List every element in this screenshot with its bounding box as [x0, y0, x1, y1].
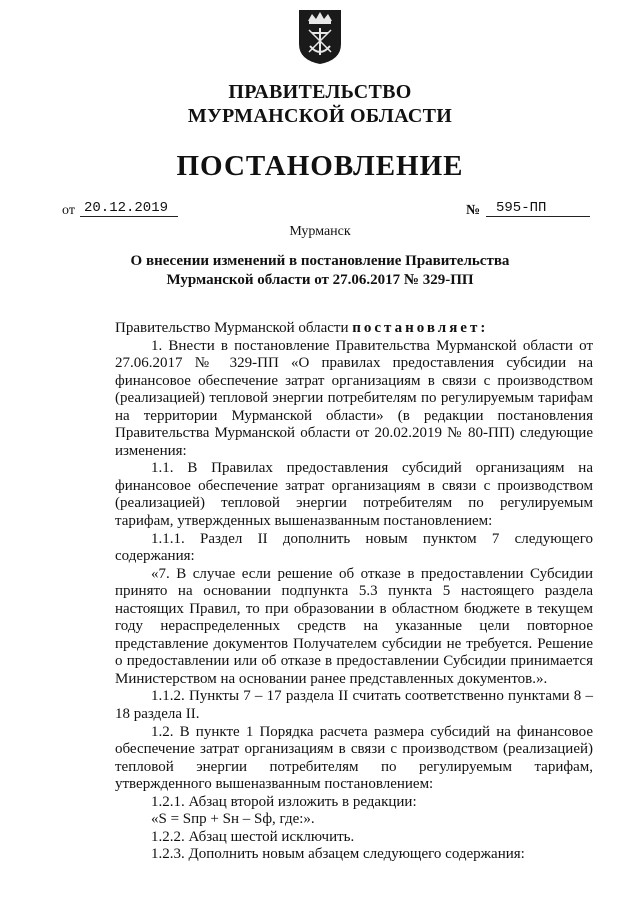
number-label: № [466, 203, 481, 218]
government-title-line1: ПРАВИТЕЛЬСТВО [228, 81, 412, 103]
body-intro [115, 320, 593, 338]
city-name: Мурманск [289, 224, 351, 239]
document-type-title: ПОСТАНОВЛЕНИЕ [176, 150, 464, 182]
document-body [115, 320, 593, 864]
coat-of-arms-icon [297, 8, 343, 66]
body-paragraph: 1.2. В пункте 1 Порядка расчета размера субсидий на финансовое обеспечение затрат организациям в связи с производством (реализацией) тепловой энергии потребителям по регулируемым тарифам, утвержденного вышеназванным постановлением: [115, 723, 593, 793]
subject-line2: Мурманской области от 27.06.2017 № 329-ПП [166, 272, 474, 288]
subject-line1: О внесении изменений в постановление Правительства [130, 253, 510, 269]
body-paragraph: 1. Внести в постановление Правительства Мурманской области от 27.06.2017 № 329-ПП «О правилах предоставления субсидии на финансовое обеспечение затрат организациям в связи с производством (реализацией) тепловой энергии потребителям по регулируемым тарифам на территории Мурманской области» (в редакции постановления Правительства Мурманской области от 20.02.2019 № 80-ПП) следующие изменения: [115, 337, 593, 459]
body-paragraph: 1.2.3. Дополнить новым абзацем следующего содержания: [151, 846, 525, 863]
body-paragraph: 1.2.1. Абзац второй изложить в редакции: [151, 793, 417, 810]
body-paragraph: «S = Sпр + Sн – Sф, где:». [151, 811, 315, 828]
government-title-line2: МУРМАНСКОЙ ОБЛАСТИ [187, 105, 453, 127]
date-label: от [62, 203, 75, 218]
intro-verb: постановляет: [352, 320, 489, 336]
body-paragraph: 1.1. В Правилах предоставления субсидий организациям на финансовое обеспечение затрат организациям в связи с производством (реализацией) тепловой энергии потребителям по регулируемым тарифам, утвержденных вышеназванным постановлением: [115, 460, 593, 530]
document-date: 20.12.2019 [80, 200, 178, 217]
body-paragraph: «7. В случае если решение об отказе в предоставлении Субсидии принято на основании подпункта 5.3 пункта 5 настоящего раздела настоящих Правил, то при образовании в областном бюджете в текущем году нераспределенных средств на указанные цели повторное представление документов Получателем субсидии не требуется. Решение о предоставлении или об отказе в предоставлении Субсидии принимается Министерством на основании ранее представленных документов.». [115, 565, 593, 687]
body-paragraph: 1.2.2. Абзац шестой исключить. [151, 828, 355, 845]
document-subject [0, 252, 640, 290]
government-title [0, 80, 640, 128]
intro-prefix: Правительство Мурманской области [115, 320, 353, 336]
body-paragraph: 1.1.1. Раздел II дополнить новым пунктом 7 следующего содержания: [115, 530, 593, 565]
body-paragraph: 1.1.2. Пункты 7 – 17 раздела II считать соответственно пунктами 8 – 18 раздела II. [115, 688, 593, 723]
document-number: 595-ПП [486, 200, 590, 217]
